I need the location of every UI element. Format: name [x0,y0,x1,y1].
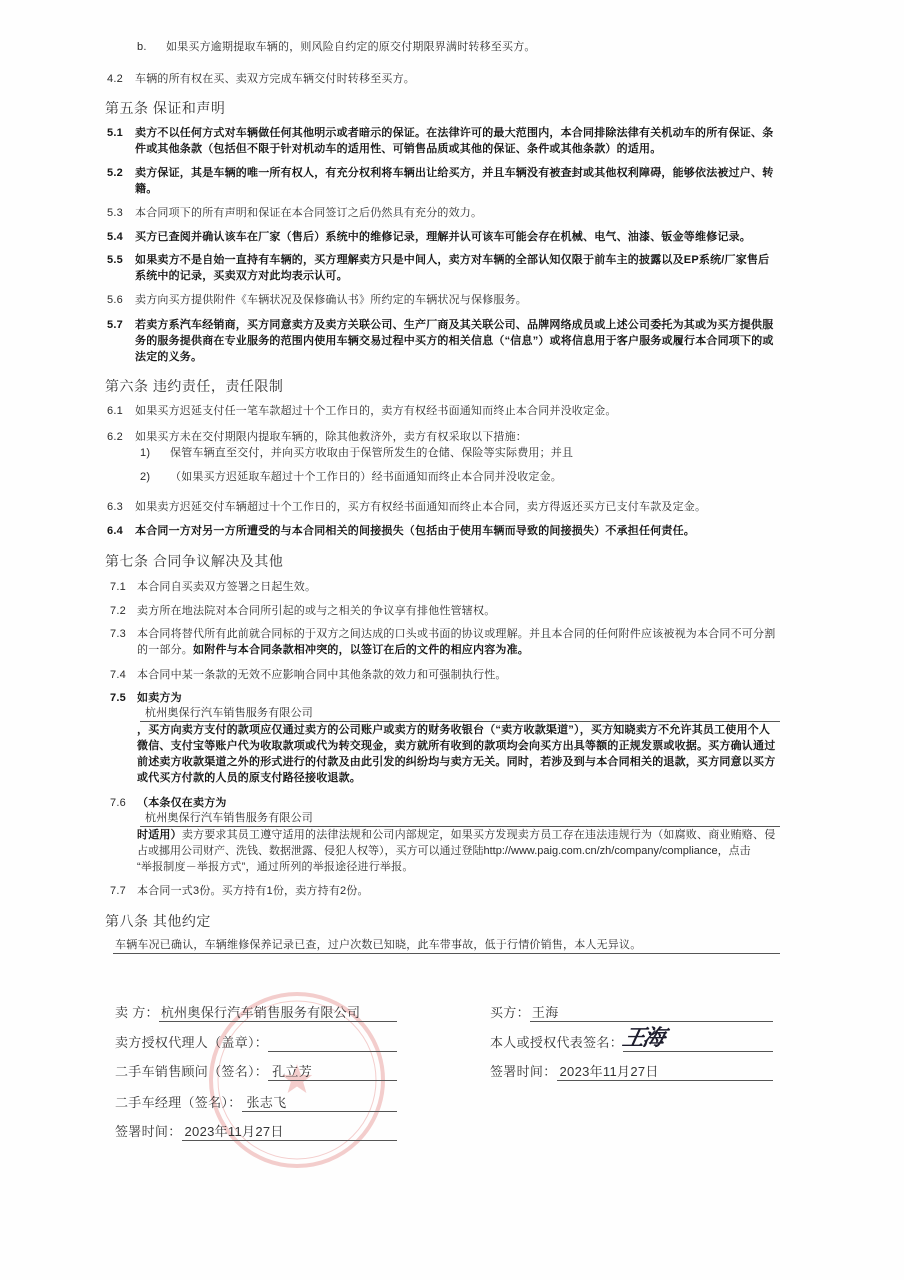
clause-body [137,690,780,786]
clause-body [137,667,780,683]
clause-line: 件或其他条款（包括但不限于针对机动车的适用性、可销售品质或其他的保证、条件或其他条款）的适用。 [135,143,662,155]
seller-date-row [115,1121,397,1141]
buyer-date-label: 签署时间： [490,1064,557,1079]
clause-line: 本合同将替代所有此前就合同标的于双方之间达成的口头或书面的协议或理解。并且本合同的任何附件应该被视为本合同不可分割 [137,628,776,640]
clause-line: 卖方不以任何方式对车辆做任何其他明示或者暗示的保证。在法律许可的最大范围内，本合同排除法律有关机动车的所有保证、条 [135,127,774,139]
article-7-heading: 第七条 合同争议解决及其他 [105,553,284,569]
clause-4-1-item-b [137,39,817,55]
buyer-label: 买方： [490,1005,530,1020]
manager-label: 二手车经理（签名）： [115,1095,242,1110]
seller-date-value: 2023年11月27日 [182,1123,397,1141]
clause-6-2 [107,429,787,485]
clause-number: 7.7 [110,885,126,897]
article-5-heading: 第五条 保证和声明 [105,100,226,116]
sales-consultant-value: 孔立芳 [268,1063,397,1081]
clause-6-3 [107,499,787,515]
clause-body [135,229,785,245]
handwritten-signature: 王海 [620,1025,666,1051]
clause-line: 如果卖方迟延交付车辆超过十个工作日的，买方有权经书面通知而终止本合同，卖方得返还买方已支付车款及定金。 [135,501,707,513]
clause-line: 如果卖方不是自始一直持有车辆的，买方理解卖方只是中间人，卖方对车辆的全部认知仅限于前车主的披露以及EP系统/厂家售后 [135,254,770,266]
measure-item [140,469,785,485]
measure-item [140,445,785,461]
clause-body [135,205,785,221]
clause-line: 本合同一方对另一方所遭受的与本合同相关的间接损失（包括由于使用车辆而导致的间接损失）不承担任何责任。 [135,525,695,537]
clause-bold-text: 如附件与本合同条款相冲突的，以签订在后的文件的相应内容为准。 [193,644,529,656]
measure-text: 保管车辆直至交付，并向买方收取由于保管所发生的仓储、保险等实际费用；并且 [170,447,574,459]
item-body [166,39,776,55]
other-agreement-text: 车辆车况已确认，车辆维修保养记录已查，过户次数已知晓，此车带事故，低于行情价销售，本人无异议。 [113,937,780,954]
clause-number: 5.4 [107,231,123,243]
clause-line: “举报制度－举报方式”，通过所列的举报途径进行举报。 [137,861,414,873]
clause-body [135,429,785,485]
clause-line: 卖方保证，其是车辆的唯一所有权人，有充分权利将车辆出让给买方，并且车辆没有被查封或其他权利障碍，能够依法被过户、转 [135,167,774,179]
sales-consultant-row [115,1061,397,1081]
clause-lead: 如卖方为 [137,692,182,704]
clause-line: 微信、支付宝等账户代为收取款项或代为转交现金，卖方就所有收到的款项均会向买方出具等额的正规发票或收据。买方确认通过 [137,740,776,752]
measure-number: 1) [140,447,151,459]
clause-7-7 [110,883,790,899]
clause-number: 6.2 [107,431,123,443]
clause-number: 7.3 [110,628,126,640]
clause-number: 4.2 [107,73,123,85]
seller-agent-field [268,1051,397,1052]
clause-7-1 [110,579,790,595]
clause-line: 法定的义务。 [135,351,203,363]
clause-line: 籍。 [135,183,158,195]
clause-line: 卖方向买方提供附件《车辆状况及保修确认书》所约定的车辆状况与保修服务。 [135,294,527,306]
clause-body [135,165,785,197]
clause-6-4 [107,523,787,539]
clause-6-1 [107,403,787,419]
buyer-date-row [490,1061,773,1081]
clause-body [135,403,785,419]
clause-number: 6.1 [107,405,123,417]
clause-7-5 [110,690,790,786]
clause-number: 7.2 [110,605,126,617]
clause-5-5 [107,252,787,284]
clause-line-with-url: 占或挪用公司财产、洗钱、数据泄露、侵犯人权等），买方可以通过登陆http://www.paig.com.cn/zh/company/compliance，点击 [137,845,751,857]
seller-label: 卖 方： [115,1005,159,1020]
measure-text: （如果买方迟延取车超过十个工作日的）经书面通知而终止本合同并没收定金。 [170,471,562,483]
clause-number: 5.5 [107,254,123,266]
clause-7-2 [110,603,790,619]
clause-number: 5.7 [107,319,123,331]
measure-number: 2) [140,471,151,483]
clause-lead: （本条仅在卖方为 [137,797,227,809]
buyer-date-value: 2023年11月27日 [557,1063,773,1081]
clause-body [135,523,785,539]
buyer-signature-label: 本人或授权代表签名： [490,1035,624,1050]
clause-line: 如果买方迟延支付任一笔车款超过十个工作日的，卖方有权经书面通知而终止本合同并没收定金。 [135,405,617,417]
clause-line: 前述卖方收款渠道之外的形式进行的付款及由此引发的纠纷均与卖方无关。同时，若涉及到与本合同相关的退款，买方同意以买方 [137,756,776,768]
buyer-value: 王海 [530,1004,773,1022]
clause-body [135,317,785,365]
clause-line: 本合同中某一条款的无效不应影响合同中其他条款的效力和可强制执行性。 [137,669,507,681]
article-6-heading: 第六条 违约责任，责任限制 [105,378,284,394]
seller-row [115,1002,397,1022]
clause-line [137,642,780,658]
clause-plain-text: 卖方要求其员工遵守适用的法律法规和公司内部规定，如果买方发现卖方员工存在违法违规行为（如腐败、商业贿赂、侵 [181,829,776,841]
clause-number: 7.6 [110,797,126,809]
clause-5-4 [107,229,787,245]
manager-value: 张志飞 [242,1094,397,1112]
clause-5-2 [107,165,787,197]
clause-line [137,827,780,843]
clause-plain-text: 的一部分。 [137,644,193,656]
clause-body [135,499,785,515]
clause-line: 务的服务提供商在专业服务的范围内使用车辆交易过程中买方的相关信息（“信息”）或将信息用于客户服务或履行本合同项下的或 [135,335,774,347]
clause-4-2 [107,71,787,87]
clause-number: 7.5 [110,692,126,704]
clause-number: 5.3 [107,207,123,219]
seller-company-fill: 杭州奥保行汽车销售服务有限公司 [140,706,780,722]
clause-number: 7.4 [110,669,126,681]
clause-body [137,883,780,899]
clause-5-7 [107,317,787,365]
clause-body [135,71,785,87]
seller-agent-row [115,1032,397,1052]
clause-bold-text: 时适用） [137,829,182,841]
manager-row [115,1092,397,1112]
seller-agent-label: 卖方授权代理人（盖章）： [115,1035,269,1050]
clause-body [137,579,780,595]
clause-number: 5.2 [107,167,123,179]
clause-number: 5.1 [107,127,123,139]
clause-body [137,603,780,619]
clause-number: 6.3 [107,501,123,513]
clause-7-3 [110,626,790,658]
clause-number: 6.4 [107,525,123,537]
clause-5-1 [107,125,787,157]
clause-line: 本合同自买卖双方签署之日起生效。 [137,581,317,593]
clause-line: 本合同项下的所有声明和保证在本合同签订之后仍然具有充分的效力。 [135,207,483,219]
item-text: 如果买方逾期提取车辆的，则风险自约定的原交付期限界满时转移至买方。 [166,41,536,53]
buyer-signature-field [620,1025,773,1052]
sales-consultant-label: 二手车销售顾问（签名）： [115,1064,269,1079]
clause-number: 5.6 [107,294,123,306]
clause-line: 或代买方付款的人员的原支付路径接收退款。 [137,772,361,784]
seller-company-fill: 杭州奥保行汽车销售服务有限公司 [140,811,780,827]
clause-line: 如果买方未在交付期限内提取车辆的，除其他救济外，卖方有权采取以下措施： [135,431,527,443]
seller-value: 杭州奥保行汽车销售服务有限公司 [159,1004,397,1022]
clause-5-6 [107,292,787,308]
clause-line: 买方已查阅并确认该车在厂家（售后）系统中的维修记录，理解并认可该车可能会存在机械、电气、油漆、钣金等维修记录。 [135,231,751,243]
clause-7-4 [110,667,790,683]
clause-body [137,795,780,875]
buyer-signature-row [490,1025,773,1052]
clause-line: 本合同一式3份。买方持有1份，卖方持有2份。 [137,885,369,897]
clause-line: 车辆的所有权在买、卖双方完成车辆交付时转移至买方。 [135,73,415,85]
clause-body [135,252,785,284]
clause-body [135,292,785,308]
clause-7-6 [110,795,790,875]
clause-number: 7.1 [110,581,126,593]
item-marker: b. [137,41,147,53]
clause-line: 系统中的记录，买卖双方对此均表示认可。 [135,270,348,282]
seller-date-label: 签署时间： [115,1124,182,1139]
clause-line: 若卖方系汽车经销商，买方同意卖方及卖方关联公司、生产厂商及其关联公司、品牌网络成员或上述公司委托为其或为买方提供服 [135,319,774,331]
clause-body [137,626,780,658]
clause-line: 卖方所在地法院对本合同所引起的或与之相关的争议享有排他性管辖权。 [137,605,496,617]
clause-5-3 [107,205,787,221]
clause-body [135,125,785,157]
article-8-heading: 第八条 其他约定 [105,913,211,929]
clause-line: ，买方向卖方支付的款项应仅通过卖方的公司账户或卖方的财务收银台（“卖方收款渠道”），买方知晓卖方不允许其员工使用个人 [137,724,771,736]
buyer-row [490,1002,773,1022]
